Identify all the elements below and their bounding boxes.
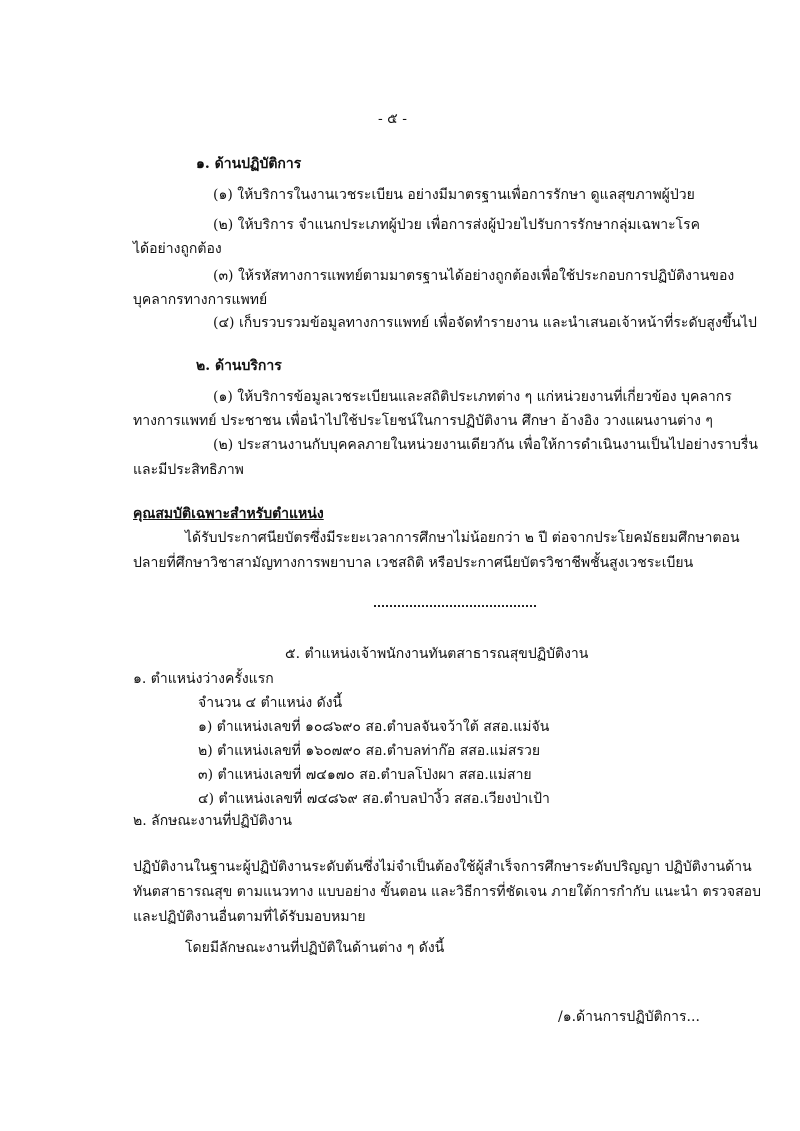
position-item-4: ๔) ตำแหน่งเลขที่ ๗๔๘๖๙ สอ.ตำบลป่างิ้ว สสอ.เวียงป่าเป้า (198, 791, 550, 807)
position-item-3: ๓) ตำแหน่งเลขที่ ๗๔๑๗๐ สอ.ตำบลโป่งผา สสอ.แม่สาย (198, 767, 532, 783)
position-item-1: ๑) ตำแหน่งเลขที่ ๑๐๘๖๙๐ สอ.ตำบลจันจว้าใต้ สสอ.แม่จัน (198, 719, 550, 735)
work-intro: โดยมีลักษณะงานที่ปฏิบัติในด้านต่าง ๆ ดังนี้ (185, 940, 445, 956)
operations-item-3-cont: บุคลากรทางการแพทย์ (133, 292, 268, 308)
section-heading-operations: ๑. ด้านปฏิบัติการ (196, 156, 302, 172)
vacancy-count: จำนวน ๔ ตำแหน่ง ดังนี้ (198, 695, 343, 711)
services-item-2-cont: และมีประสิทธิภาพ (133, 462, 244, 478)
page-number: - ๕ - (378, 111, 407, 127)
qualifications-line-1: ได้รับประกาศนียบัตรซึ่งมีระยะเวลาการศึกษาไม่น้อยกว่า ๒ ปี ต่อจากประโยคมัธยมศึกษาตอน (185, 530, 740, 546)
continuation-note: /๑.ด้านการปฏิบัติการ... (558, 1009, 700, 1025)
vacancy-heading: ๑. ตำแหน่งว่างครั้งแรก (133, 671, 274, 687)
position-title: ๕. ตำแหน่งเจ้าพนักงานทันตสาธารณสุขปฏิบัติงาน (285, 646, 589, 662)
services-item-1: (๑) ให้บริการข้อมูลเวชระเบียนและสถิติประเภทต่าง ๆ แก่หน่วยงานที่เกี่ยวข้อง บุคลากร (213, 389, 732, 405)
section-divider (374, 605, 536, 607)
section-heading-services: ๒. ด้านบริการ (196, 358, 282, 374)
work-line-1: ปฏิบัติงานในฐานะผู้ปฏิบัติงานระดับต้นซึ่งไม่จำเป็นต้องใช้ผู้สำเร็จการศึกษาระดับปริญญา ปฏิบัติงานด้าน (133, 859, 752, 875)
operations-item-2: (๒) ให้บริการ จำแนกประเภทผู้ป่วย เพื่อการส่งผู้ป่วยไปรับการรักษากลุ่มเฉพาะโรค (213, 217, 700, 233)
services-item-2: (๒) ประสานงานกับบุคคลภายในหน่วยงานเดียวกัน เพื่อให้การดำเนินงานเป็นไปอย่างราบรื่น (213, 437, 758, 453)
operations-item-1: (๑) ให้บริการในงานเวชระเบียน อย่างมีมาตรฐานเพื่อการรักษา ดูแลสุขภาพผู้ป่วย (213, 187, 695, 203)
qualifications-heading: คุณสมบัติเฉพาะสำหรับตำแหน่ง (133, 506, 324, 522)
operations-item-4: (๔) เก็บรวบรวมข้อมูลทางการแพทย์ เพื่อจัดทำรายงาน และนำเสนอเจ้าหน้าที่ระดับสูงขึ้นไป (213, 315, 757, 331)
position-item-2: ๒) ตำแหน่งเลขที่ ๑๖๐๗๙๐ สอ.ตำบลท่าก๊อ สสอ.แม่สรวย (198, 743, 541, 759)
operations-item-2-cont: ได้อย่างถูกต้อง (133, 241, 222, 257)
services-item-1-cont: ทางการแพทย์ ประชาชน เพื่อนำไปใช้ประโยชน์ในการปฏิบัติงาน ศึกษา อ้างอิง วางแผนงานต่าง ๆ (133, 413, 713, 429)
work-line-2: ทันตสาธารณสุข ตามแนวทาง แบบอย่าง ขั้นตอน และวิธีการที่ชัดเจน ภายใต้การกำกับ แนะนำ ตรวจสอบ (133, 884, 761, 900)
work-line-3: และปฏิบัติงานอื่นตามที่ได้รับมอบหมาย (133, 909, 366, 925)
operations-item-3: (๓) ให้รหัสทางการแพทย์ตามมาตรฐานได้อย่างถูกต้องเพื่อใช้ประกอบการปฏิบัติงานของ (213, 268, 735, 284)
qualifications-line-2: ปลายที่ศึกษาวิชาสามัญทางการพยาบาล เวชสถิติ หรือประกาศนียบัตรวิชาชีพชั้นสูงเวชระเบียน (133, 555, 694, 571)
work-heading: ๒. ลักษณะงานที่ปฏิบัติงาน (133, 813, 292, 829)
